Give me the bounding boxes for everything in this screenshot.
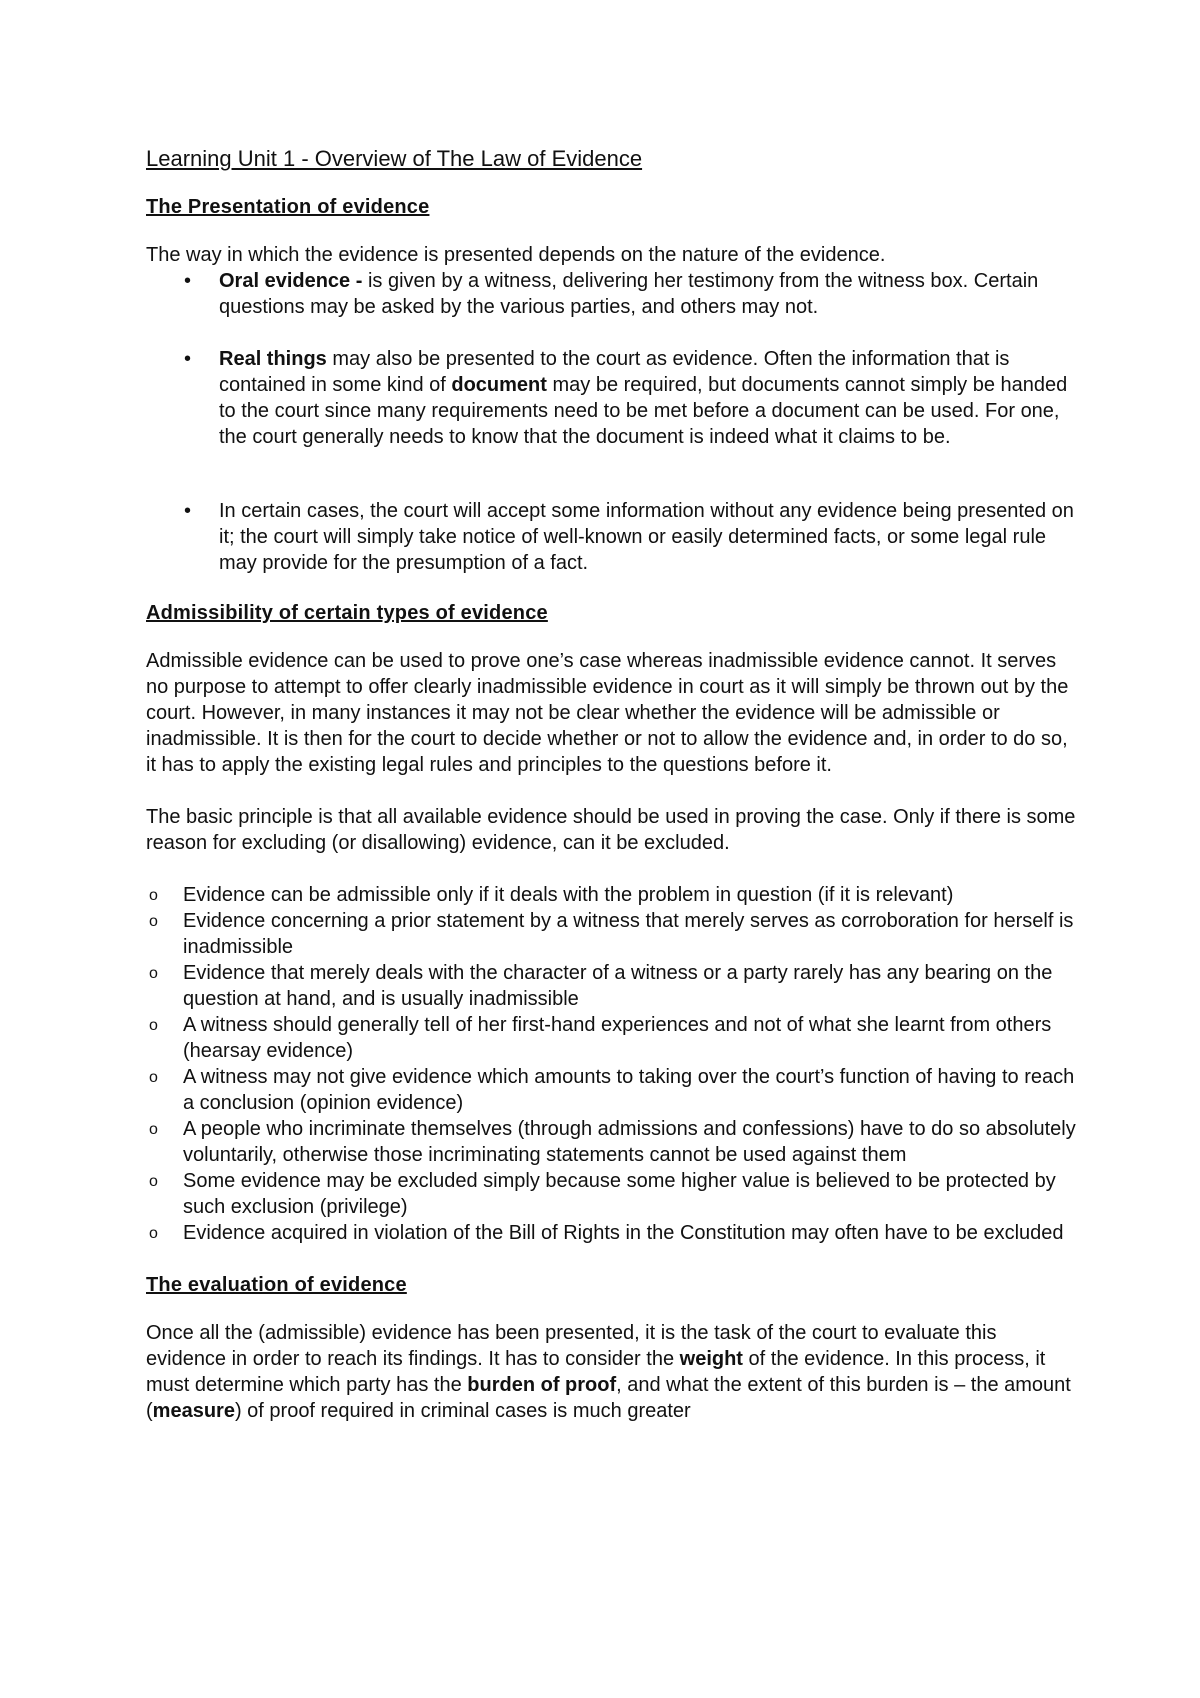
bullet-icon: • (184, 270, 192, 292)
list-item (146, 908, 1076, 960)
list-item (146, 1168, 1076, 1220)
admissibility-criteria-list (146, 882, 1076, 1246)
list-item (146, 498, 1076, 576)
document-title: Learning Unit 1 - Overview of The Law of Evidence (146, 146, 643, 171)
list-item-text: A witness should generally tell of her first-hand experiences and not of what she learnt from others (hearsay evidence) (183, 1014, 1052, 1062)
document-body (146, 144, 1076, 1424)
circle-bullet-icon: o (149, 1121, 158, 1138)
list-item (146, 346, 1076, 450)
circle-bullet-icon: o (149, 1017, 158, 1034)
list-item-text: A people who incriminate themselves (through admissions and confessions) have to do so absolutely voluntarily, otherwise those incriminating statements cannot be used against them (183, 1118, 1076, 1166)
list-item (146, 268, 1076, 320)
evaluation-paragraph (146, 1320, 1076, 1424)
presentation-bullet-list (146, 268, 1076, 576)
circle-bullet-icon: o (149, 887, 158, 904)
list-item-text: Some evidence may be excluded simply because some higher value is believed to be protected by such exclusion (privilege) (183, 1170, 1056, 1218)
bold-term: document (451, 374, 547, 396)
bold-term: measure (152, 1400, 235, 1422)
circle-bullet-icon: o (149, 1173, 158, 1190)
paragraph-text: Once all the (admissible) evidence has been presented, it is the task of the court to evaluate this evidence in order to reach its findings. It has to consider the (146, 1322, 997, 1370)
list-item-text: A witness may not give evidence which amounts to taking over the court’s function of having to reach a conclusion (opinion evidence) (183, 1066, 1075, 1114)
bold-term: Oral evidence - (219, 270, 363, 292)
admissibility-paragraph-1: Admissible evidence can be used to prove one’s case whereas inadmissible evidence cannot. It serves no purpose to attempt to offer clearly inadmissible evidence in court as it will simply be thrown out by the court. However, in many instances it may not be clear whether the evidence will be admissible or inadmissible. It is then for the court to decide whether or not to allow the evidence and, in order to do so, it has to apply the existing legal rules and principles to the questions before it. (146, 650, 1069, 776)
presentation-intro: The way in which the evidence is presented depends on the nature of the evidence. (146, 244, 886, 266)
section-heading-admissibility: Admissibility of certain types of evidence (146, 602, 548, 624)
list-item-text: is given by a witness, delivering her testimony from the witness box. Certain questions may be asked by the various parties, and others may not. (219, 270, 1039, 318)
admissibility-paragraph-2: The basic principle is that all available evidence should be used in proving the case. Only if there is some reason for excluding (or disallowing) evidence, can it be excluded. (146, 806, 1076, 854)
list-item (146, 1220, 1076, 1246)
circle-bullet-icon: o (149, 913, 158, 930)
list-item-text: may be required, but documents cannot simply be handed to the court since many requirements need to be met before a document can be used. For one, the court generally needs to know that the document is indeed what it claims to be. (219, 374, 1068, 448)
paragraph-text: , and what the extent of this burden is – the amount ( (146, 1374, 1071, 1422)
list-item-text: Evidence acquired in violation of the Bill of Rights in the Constitution may often have to be excluded (183, 1222, 1064, 1244)
bullet-icon: • (184, 348, 192, 370)
bold-term: weight (679, 1348, 743, 1370)
list-item (146, 1064, 1076, 1116)
section-heading-evaluation: The evaluation of evidence (146, 1274, 407, 1296)
bullet-icon: • (184, 500, 192, 522)
bold-term: Real things (219, 348, 327, 370)
list-item-text: may also be presented to the court as evidence. Often the information that is contained in some kind of (219, 348, 1010, 396)
section-heading-presentation: The Presentation of evidence (146, 196, 430, 218)
paragraph-text: of the evidence. In this process, it must determine which party has the (146, 1348, 1046, 1396)
circle-bullet-icon: o (149, 1069, 158, 1086)
list-item-text: Evidence that merely deals with the character of a witness or a party rarely has any bearing on the question at hand, and is usually inadmissible (183, 962, 1053, 1010)
bold-term: burden of proof (467, 1374, 617, 1396)
circle-bullet-icon: o (149, 1225, 158, 1242)
list-item-text: Evidence can be admissible only if it deals with the problem in question (if it is relevant) (183, 884, 954, 906)
list-item-text: Evidence concerning a prior statement by a witness that merely serves as corroboration for herself is inadmissible (183, 910, 1074, 958)
list-item (146, 1012, 1076, 1064)
circle-bullet-icon: o (149, 965, 158, 982)
list-item (146, 1116, 1076, 1168)
paragraph-text: ) of proof required in criminal cases is much greater (234, 1400, 691, 1422)
list-item (146, 960, 1076, 1012)
list-item (146, 882, 1076, 908)
list-item-text: In certain cases, the court will accept some information without any evidence being presented on it; the court will simply take notice of well-known or easily determined facts, or some legal rule may provide for the presumption of a fact. (219, 500, 1074, 574)
